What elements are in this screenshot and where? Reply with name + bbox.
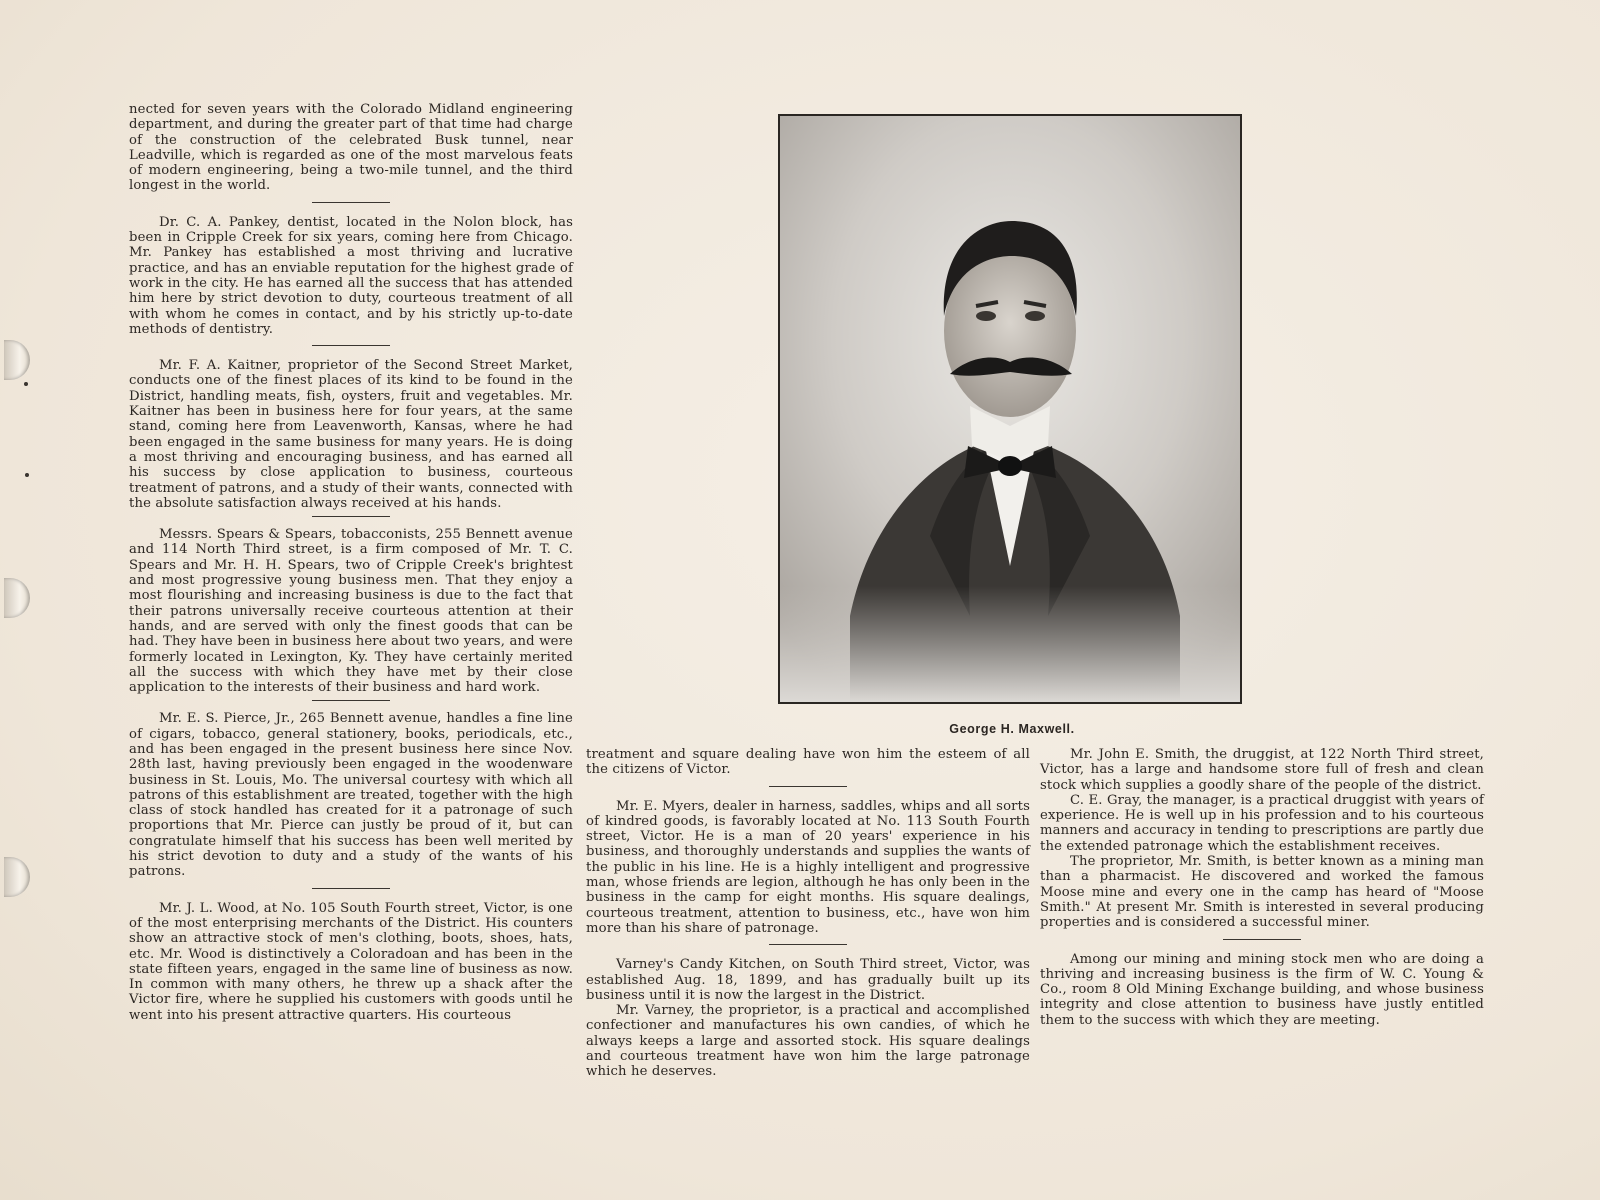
paper-speck	[24, 382, 28, 386]
portrait-photograph-icon	[780, 116, 1240, 702]
paragraph-busk-tunnel: nected for seven years with the Colorado Midland engineering department, and during the greater part of that time had charge of the construction of the celebrated Busk tunnel, near Leadville, which is regarded as one of the most marvelous feats of modern engineering, being a two-mile tunnel, and the third longest in the world.	[129, 102, 573, 194]
paper-speck	[25, 473, 29, 477]
portrait-photo	[778, 114, 1242, 704]
paragraph-pierce: Mr. E. S. Pierce, Jr., 265 Bennett avenue, handles a fine line of cigars, tobacco, general stationery, books, periodicals, etc., and has been engaged in the present business here since Nov. 28th last, having previously been engaged in the woodenware business in St. Louis, Mo. The universal courtesy with which all patrons of this establishment are treated, together with the high class of stock handled has created for it a patronage of such proportions that Mr. Pierce can justly be proud of it, but can congratulate himself that his success has been well merited by his strict devotion to duty and a study of the wants of his patrons.	[129, 711, 573, 880]
section-divider	[1223, 939, 1301, 940]
section-divider	[769, 944, 847, 945]
paragraph-kaitner: Mr. F. A. Kaitner, proprietor of the Second Street Market, conducts one of the finest places of its kind to be found in the District, handling meats, fish, oysters, fruit and vegetables. Mr. Kaitner has been in business here for four years, at the same stand, coming here from Leavenworth, Kansas, where he had been engaged in the same business for many years. He is doing a most thriving and encouraging business, and has earned all his success by close application to business, courteous treatment of patrons, and a study of their wants, connected with the absolute satisfaction always received at his hands.	[129, 358, 573, 511]
paragraph-wood-continued: treatment and square dealing have won him the esteem of all the citizens of Victor.	[586, 747, 1030, 778]
section-divider	[312, 202, 390, 203]
paragraph-varney-kitchen: Varney's Candy Kitchen, on South Third street, Victor, was established Aug. 18, 1899, and has gradually built up its business until it is now the largest in the District.	[586, 957, 1030, 1003]
paragraph-gray: C. E. Gray, the manager, is a practical druggist with years of experience. He is well up in his profession and to his courteous manners and accuracy in tending to prescriptions are partly due the extended patronage which the establishment receives.	[1040, 792, 1484, 854]
left-column	[129, 102, 573, 1023]
paragraph-moose-smith: The proprietor, Mr. Smith, is better known as a mining man than a pharmacist. He discovered and worked the famous Moose mine and every one in the camp has heard of "Moose Smith." At present Mr. Smith is interested in several producing properties and is considered a successful miner.	[1040, 854, 1484, 931]
paragraph-myers: Mr. E. Myers, dealer in harness, saddles, whips and all sorts of kindred goods, is favorably located at No. 113 South Fourth street, Victor. He is a man of 20 years' experience in his business, and thoroughly understands and supplies the wants of the public in his line. He is a highly intelligent and progressive man, whose friends are legion, although he has only been in the business in the camp for eight months. His square dealings, courteous treatment, attention to business, etc., have won him more than his share of patronage.	[586, 798, 1030, 936]
section-divider	[769, 786, 847, 787]
right-column	[1040, 747, 1484, 1028]
section-divider	[312, 516, 390, 517]
section-divider	[312, 345, 390, 346]
section-divider	[312, 888, 390, 889]
portrait-caption: George H. Maxwell.	[949, 722, 1075, 736]
middle-column	[586, 747, 1030, 1080]
paragraph-smith: Mr. John E. Smith, the druggist, at 122 North Third street, Victor, has a large and handsome store full of fresh and clean stock which supplies a goodly share of the people of the district.	[1040, 747, 1484, 793]
paragraph-young: Among our mining and mining stock men who are doing a thriving and increasing business is the firm of W. C. Young & Co., room 8 Old Mining Exchange building, and whose business integrity and close attention to business have justly entitled them to the success with which they are meeting.	[1040, 951, 1484, 1028]
paragraph-spears: Messrs. Spears & Spears, tobacconists, 255 Bennett avenue and 114 North Third street, is a firm composed of Mr. T. C. Spears and Mr. H. H. Spears, two of Cripple Creek's brightest and most progressive young business men. That they enjoy a most flourishing and increasing business is due to the fact that their patrons universally receive courteous attention at their hands, and are served with only the finest goods that can be had. They have been in business here about two years, and were formerly located in Lexington, Ky. They have certainly merited all the success with which they have met by their close application to the interests of their business and hard work.	[129, 527, 573, 696]
paragraph-varney-proprietor: Mr. Varney, the proprietor, is a practical and accomplished confectioner and manufactures his own candies, of which he always keeps a large and assorted stock. His square dealings and courteous treatment have won him the large patronage which he deserves.	[586, 1003, 1030, 1080]
section-divider	[312, 700, 390, 701]
paragraph-wood: Mr. J. L. Wood, at No. 105 South Fourth street, Victor, is one of the most enterprising merchants of the District. His counters show an attractive stock of men's clothing, boots, shoes, hats, etc. Mr. Wood is distinctively a Coloradoan and has been in the state fifteen years, engaged in the same line of business as now. In common with many others, he threw up a shack after the Victor fire, where he supplied his customers with goods until he went into his present attractive quarters. His courteous	[129, 900, 573, 1023]
paragraph-pankey: Dr. C. A. Pankey, dentist, located in the Nolon block, has been in Cripple Creek for six years, coming here from Chicago. Mr. Pankey has established a most thriving and lucrative practice, and has an enviable reputation for the highest grade of work in the city. He has earned all the success that has attended him here by strict devotion to duty, courteous treatment of all with whom he comes in contact, and by his strictly up-to-date methods of dentistry.	[129, 214, 573, 337]
